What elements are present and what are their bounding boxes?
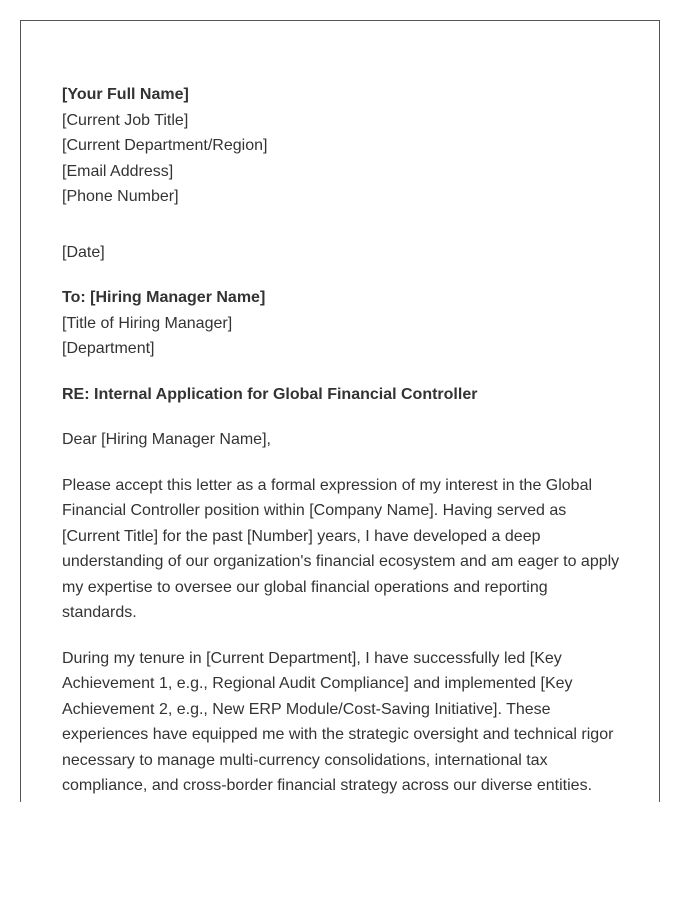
letter-date: [Date]: [62, 243, 105, 261]
paragraph-line: Please accept this letter as a formal expression of my interest in the Global: [62, 476, 593, 494]
body-paragraph-2: [62, 646, 627, 799]
paragraph-line: Achievement 2, e.g., New ERP Module/Cost-Saving Initiative]. These: [62, 700, 551, 718]
body-paragraph-1: [62, 473, 627, 626]
paragraph-line: understanding of our organization's financial ecosystem and am eager to apply: [62, 553, 620, 570]
paragraph-line: [Current Title] for the past [Number] years, I have developed a deep: [62, 527, 541, 545]
salutation-block: [62, 427, 627, 453]
paragraph-line: experiences have equipped me with the strategic oversight and technical rigor: [62, 726, 614, 743]
paragraph-line: compliance, and cross-border financial strategy across our diverse entities.: [62, 777, 593, 794]
paragraph-line: Financial Controller position within [Company Name]. Having served as: [62, 502, 567, 519]
paragraph-line: Achievement 1, e.g., Regional Audit Compliance] and implemented [Key: [62, 675, 573, 692]
date-block: [62, 240, 627, 266]
subject-block: [62, 382, 627, 408]
sender-email: [Email Address]: [62, 162, 174, 180]
recipient-block: [62, 285, 627, 362]
paragraph-line: my expertise to oversee our global financial operations and reporting: [62, 578, 548, 596]
recipient-to-line: To: [Hiring Manager Name]: [62, 289, 266, 306]
recipient-title: [Title of Hiring Manager]: [62, 314, 233, 332]
letter-content: [62, 82, 627, 799]
paragraph-line: necessary to manage multi-currency consolidations, international tax: [62, 751, 548, 769]
sender-name: [Your Full Name]: [62, 86, 189, 103]
recipient-department: [Department]: [62, 340, 155, 357]
paragraph-line: standards.: [62, 604, 137, 621]
subject-line: RE: Internal Application for Global Financial Controller: [62, 385, 478, 403]
salutation: Dear [Hiring Manager Name],: [62, 431, 271, 448]
sender-phone: [Phone Number]: [62, 188, 179, 205]
paragraph-line: During my tenure in [Current Department], I have successfully led [Key: [62, 649, 562, 667]
sender-block: [62, 82, 627, 210]
sender-department-region: [Current Department/Region]: [62, 137, 268, 154]
sender-job-title: [Current Job Title]: [62, 111, 189, 129]
letter-page: [20, 20, 660, 802]
